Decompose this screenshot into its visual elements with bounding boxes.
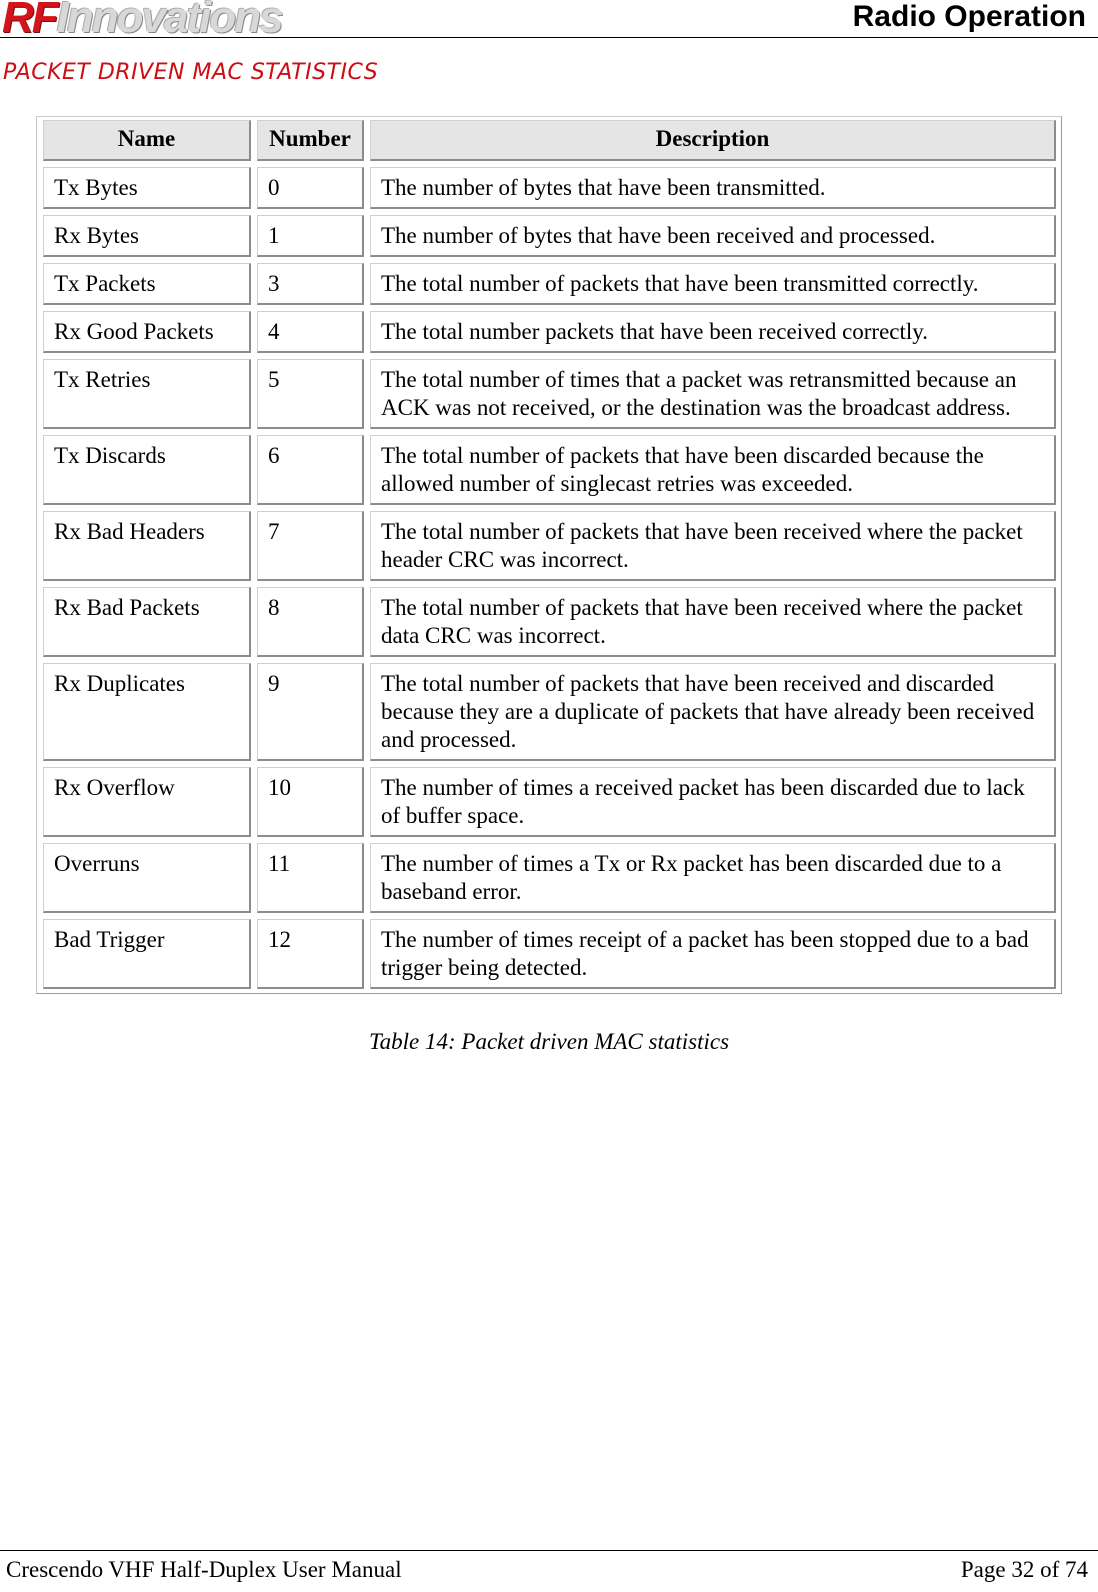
table-row (43, 359, 1056, 429)
table-body (43, 167, 1056, 989)
cell-name: Bad Trigger (43, 919, 251, 989)
cell-name: Overruns (43, 843, 251, 913)
cell-number: 10 (257, 767, 364, 837)
cell-description: The total number packets that have been received correctly. (370, 311, 1056, 353)
page-header (0, 0, 1098, 42)
cell-name: Tx Bytes (43, 167, 251, 209)
column-header-description: Description (370, 120, 1056, 161)
table-row (43, 263, 1056, 305)
table-row (43, 843, 1056, 913)
cell-description: The number of bytes that have been received and processed. (370, 215, 1056, 257)
table-row (43, 215, 1056, 257)
cell-number: 8 (257, 587, 364, 657)
table-row (43, 767, 1056, 837)
table-row (43, 587, 1056, 657)
cell-description: The number of times a Tx or Rx packet has been discarded due to a baseband error. (370, 843, 1056, 913)
cell-number: 7 (257, 511, 364, 581)
column-header-number: Number (257, 120, 364, 161)
cell-description: The number of bytes that have been transmitted. (370, 167, 1056, 209)
cell-description: The number of times receipt of a packet has been stopped due to a bad trigger being detected. (370, 919, 1056, 989)
cell-number: 9 (257, 663, 364, 761)
table-caption: Table 14: Packet driven MAC statistics (368, 1029, 730, 1054)
cell-number: 6 (257, 435, 364, 505)
page-footer (0, 1550, 1098, 1592)
table-row (43, 919, 1056, 989)
statistics-table-frame (36, 116, 1062, 994)
table-row (43, 311, 1056, 353)
cell-name: Rx Good Packets (43, 311, 251, 353)
cell-description: The total number of packets that have been received and discarded because they are a duplicate of packets that have already been received and processed. (370, 663, 1056, 761)
cell-number: 1 (257, 215, 364, 257)
table-row (43, 435, 1056, 505)
rfinnovations-logo: RFInnovations (2, 0, 282, 42)
cell-description: The total number of packets that have been received where the packet data CRC was incorrect. (370, 587, 1056, 657)
cell-description: The total number of times that a packet was retransmitted because an ACK was not received, or the destination was the broadcast address. (370, 359, 1056, 429)
table-row (43, 663, 1056, 761)
cell-number: 0 (257, 167, 364, 209)
cell-description: The total number of packets that have been received where the packet header CRC was incorrect. (370, 511, 1056, 581)
table-row (43, 167, 1056, 209)
cell-description: The total number of packets that have been transmitted correctly. (370, 263, 1056, 305)
cell-description: The number of times a received packet has been discarded due to lack of buffer space. (370, 767, 1056, 837)
cell-name: Rx Bad Packets (43, 587, 251, 657)
cell-number: 4 (257, 311, 364, 353)
section-subheading: PACKET DRIVEN MAC STATISTICS (3, 60, 379, 85)
cell-name: Tx Retries (43, 359, 251, 429)
cell-number: 3 (257, 263, 364, 305)
cell-name: Rx Overflow (43, 767, 251, 837)
column-header-name: Name (43, 120, 251, 161)
page-number: Page 32 of 74 (960, 1557, 1088, 1582)
cell-name: Rx Bad Headers (43, 511, 251, 581)
table-row (43, 511, 1056, 581)
section-title: Radio Operation (852, 0, 1086, 33)
cell-name: Tx Packets (43, 263, 251, 305)
cell-number: 12 (257, 919, 364, 989)
cell-name: Rx Bytes (43, 215, 251, 257)
statistics-table (37, 114, 1062, 995)
cell-number: 11 (257, 843, 364, 913)
table-header-row (43, 120, 1056, 161)
cell-number: 5 (257, 359, 364, 429)
cell-description: The total number of packets that have been discarded because the allowed number of singlecast retries was exceeded. (370, 435, 1056, 505)
cell-name: Tx Discards (43, 435, 251, 505)
manual-title: Crescendo VHF Half-Duplex User Manual (6, 1557, 402, 1582)
cell-name: Rx Duplicates (43, 663, 251, 761)
